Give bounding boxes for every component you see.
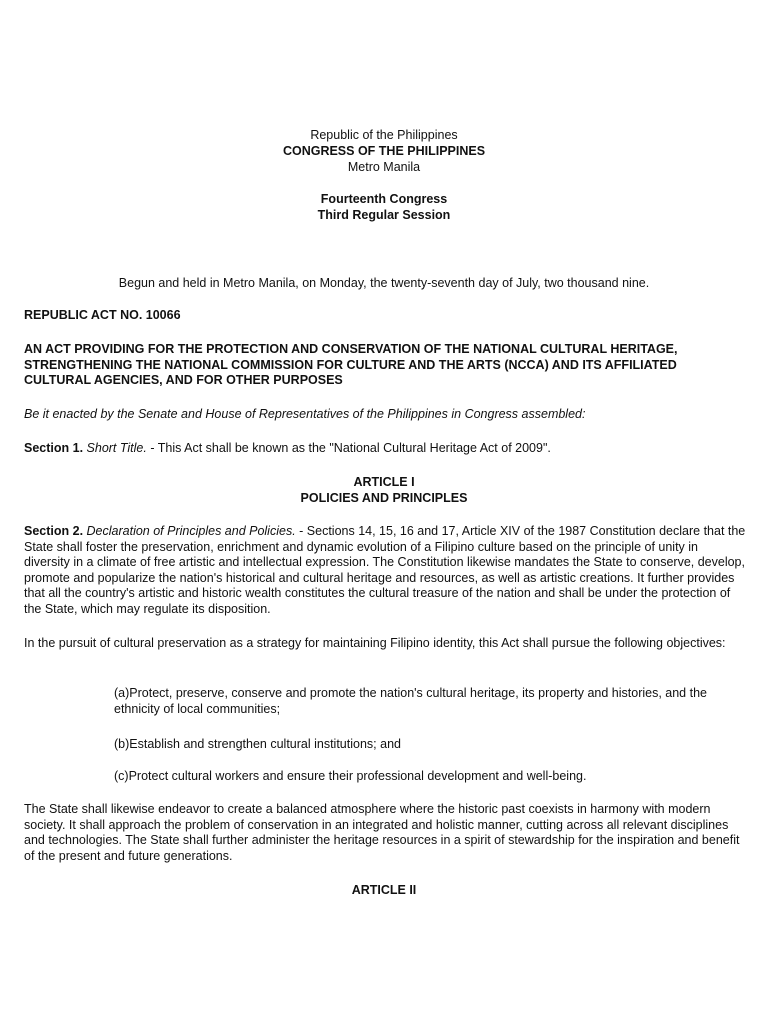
section-1-label: Section 1. xyxy=(24,441,84,455)
session-line: Third Regular Session xyxy=(317,208,451,222)
objective-item-b: (b)Establish and strengthen cultural institutions; and xyxy=(114,737,401,751)
article-2-number: ARTICLE II xyxy=(351,883,417,897)
location-line: Metro Manila xyxy=(347,160,421,174)
objective-item-c: (c)Protect cultural workers and ensure their professional development and well-being. xyxy=(114,769,587,783)
section-1 xyxy=(24,441,746,457)
section-2 xyxy=(24,524,746,617)
article-1-title: POLICIES AND PRINCIPLES xyxy=(300,491,468,505)
objectives-intro: In the pursuit of cultural preservation as a strategy for maintaining Filipino identity, this Act shall pursue the following objectives: xyxy=(24,636,726,650)
section-2-label: Section 2. xyxy=(24,524,84,538)
congress-line: CONGRESS OF THE PHILIPPINES xyxy=(282,144,486,158)
section-2-text: - Sections 14, 15, 16 and 17, Article XIV of the 1987 Constitution declare that the State shall foster the preservation, enrichment and dynamic evolution of a Filipino culture based on the principle of unity in diversity in a climate of free artistic and intellectual expression. The Constitution likewise mandates the State to conserve, develop, promote and popularize the nation's historical and cultural heritage and resources, as well as artistic creations. It further provides that all the country's artistic and historic wealth constitutes the cultural treasure of the nation and shall be under the protection of the State, which may regulate its disposition. xyxy=(24,524,746,616)
article-1-number: ARTICLE I xyxy=(353,475,415,489)
document-header xyxy=(0,127,768,175)
section-2-heading: Declaration of Principles and Policies. xyxy=(86,524,296,538)
section-1-heading: Short Title. xyxy=(86,441,147,455)
closing-paragraph: The State shall likewise endeavor to create a balanced atmosphere where the historic past coexists in harmony with modern society. It shall approach the problem of conservation in an integrated and holistic manner, cutting across all relevant disciplines and technologies. The State shall further administer the heritage resources in a spirit of stewardship for the inspiration and benefit of the present and future generations. xyxy=(24,802,740,863)
objective-item-a: (a)Protect, preserve, conserve and promote the nation's cultural heritage, its property and histories, and the ethnicity of local communities; xyxy=(114,686,707,716)
act-number: REPUBLIC ACT NO. 10066 xyxy=(24,308,181,322)
begun-line: Begun and held in Metro Manila, on Monday, the twenty-seventh day of July, two thousand nine. xyxy=(118,276,650,290)
article-1-heading xyxy=(0,474,768,506)
section-1-text: - This Act shall be known as the "National Cultural Heritage Act of 2009". xyxy=(146,441,551,455)
act-title: AN ACT PROVIDING FOR THE PROTECTION AND CONSERVATION OF THE NATIONAL CULTURAL HERITAGE, STRENGTHENING THE NATIONAL COMMISSION FOR CULTURE AND THE ARTS (NCCA) AND ITS AFFILIATED CULTURAL AGENCIES, AND FOR OTHER PURPOSES xyxy=(24,342,678,387)
session-header xyxy=(0,191,768,223)
congress-number: Fourteenth Congress xyxy=(320,192,448,206)
republic-line: Republic of the Philippines xyxy=(310,128,458,142)
enacting-clause: Be it enacted by the Senate and House of Representatives of the Philippines in Congress assembled: xyxy=(24,407,586,421)
